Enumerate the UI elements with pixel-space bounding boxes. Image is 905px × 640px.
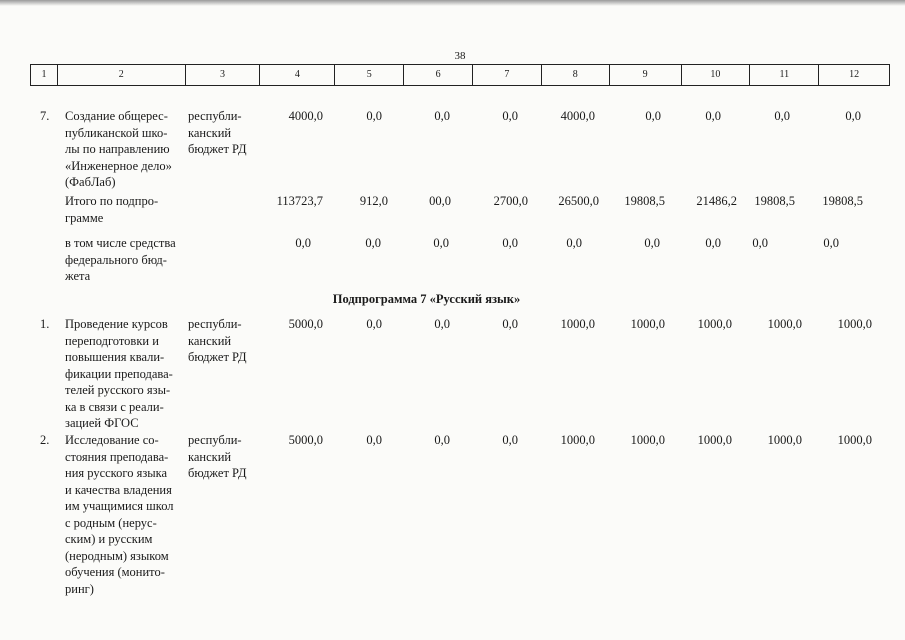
header-col-2: 2 <box>58 65 186 85</box>
row-value-col5: 0,0 <box>366 109 382 123</box>
header-col-1: 1 <box>31 65 58 85</box>
row-value-col7: 0,0 <box>502 109 518 123</box>
row-source: республи- канский бюджет РД <box>188 317 247 364</box>
row-value-col6: 0,0 <box>434 317 450 331</box>
row-value-col12: 0,0 <box>845 109 861 123</box>
row-value-col10: 0,0 <box>705 236 721 250</box>
row-value-col12: 1000,0 <box>837 317 872 331</box>
header-col-3: 3 <box>186 65 261 85</box>
row-value-col6: 0,0 <box>433 236 449 250</box>
row-value-col8: 4000,0 <box>560 109 595 123</box>
row-name: в том числе средства федерального бюд- жета <box>65 236 176 283</box>
row-value-col12: 0,0 <box>823 236 839 250</box>
row-value-col9: 0,0 <box>645 109 661 123</box>
row-value-col7: 0,0 <box>502 236 518 250</box>
row-value-col6: 0,0 <box>434 433 450 447</box>
row-value-col5: 0,0 <box>366 433 382 447</box>
row-value-col8: 26500,0 <box>558 194 599 208</box>
row-value-col5: 912,0 <box>359 194 388 208</box>
row-value-col8: 1000,0 <box>560 433 595 447</box>
row-value-col11: 19808,5 <box>754 194 795 208</box>
row-value-col9: 1000,0 <box>630 317 665 331</box>
row-name: Итого по подпро- грамме <box>65 194 159 225</box>
row-value-col10: 0,0 <box>705 109 721 123</box>
row-value-col12: 1000,0 <box>837 433 872 447</box>
section-title: Подпрограмма 7 «Русский язык» <box>332 292 521 306</box>
row-value-col4: 5000,0 <box>288 317 323 331</box>
scan-edge-shadow <box>0 0 905 6</box>
row-value-col9: 0,0 <box>644 236 660 250</box>
row-value-col6: 0,0 <box>434 109 450 123</box>
header-col-8: 8 <box>542 65 610 85</box>
page-number: 38 <box>454 50 466 62</box>
row-name: Проведение курсов переподготовки и повышения квали- фикации преподава- телей русского язы- ка в связи с реали- зацией ФГОС <box>65 317 173 430</box>
row-value-col8: 0,0 <box>566 236 582 250</box>
row-value-col11: 1000,0 <box>767 433 802 447</box>
row-source: республи- канский бюджет РД <box>188 109 247 156</box>
row-value-col11: 0,0 <box>752 236 768 250</box>
row-value-col6: 00,0 <box>429 194 451 208</box>
row-value-col4: 0,0 <box>295 236 311 250</box>
row-value-col9: 19808,5 <box>624 194 665 208</box>
row-value-col8: 1000,0 <box>560 317 595 331</box>
row-source: республи- канский бюджет РД <box>188 433 247 480</box>
header-col-5: 5 <box>335 65 404 85</box>
header-col-11: 11 <box>750 65 819 85</box>
row-index: 1. <box>40 317 50 331</box>
header-col-7: 7 <box>473 65 542 85</box>
row-value-col7: 0,0 <box>502 433 518 447</box>
row-value-col4: 4000,0 <box>288 109 323 123</box>
row-index: 7. <box>40 109 50 123</box>
row-value-col7: 0,0 <box>502 317 518 331</box>
row-name: Исследование со- стояния преподава- ния русского языка и качества владения им учащимися школ с родным (нерус- ским) и русским (неродным) языком обучения (монито- ринг) <box>65 433 174 596</box>
row-value-col5: 0,0 <box>366 317 382 331</box>
row-value-col10: 1000,0 <box>697 317 732 331</box>
row-value-col12: 19808,5 <box>822 194 863 208</box>
row-value-col11: 0,0 <box>774 109 790 123</box>
row-value-col7: 2700,0 <box>493 194 528 208</box>
row-value-col5: 0,0 <box>365 236 381 250</box>
header-col-6: 6 <box>404 65 473 85</box>
row-name: Создание общерес- публиканской шко- лы по направлению «Инженерное дело» (ФабЛаб) <box>65 109 172 189</box>
row-index: 2. <box>40 433 50 447</box>
row-value-col9: 1000,0 <box>630 433 665 447</box>
row-value-col4: 113723,7 <box>276 194 323 208</box>
table-header-row <box>30 64 890 86</box>
header-col-12: 12 <box>849 69 860 80</box>
row-value-col10: 21486,2 <box>696 194 737 208</box>
header-col-4: 4 <box>260 65 335 85</box>
row-value-col11: 1000,0 <box>767 317 802 331</box>
row-value-col10: 1000,0 <box>697 433 732 447</box>
header-col-10: 10 <box>682 65 751 85</box>
row-value-col4: 5000,0 <box>288 433 323 447</box>
header-col-9: 9 <box>610 65 682 85</box>
